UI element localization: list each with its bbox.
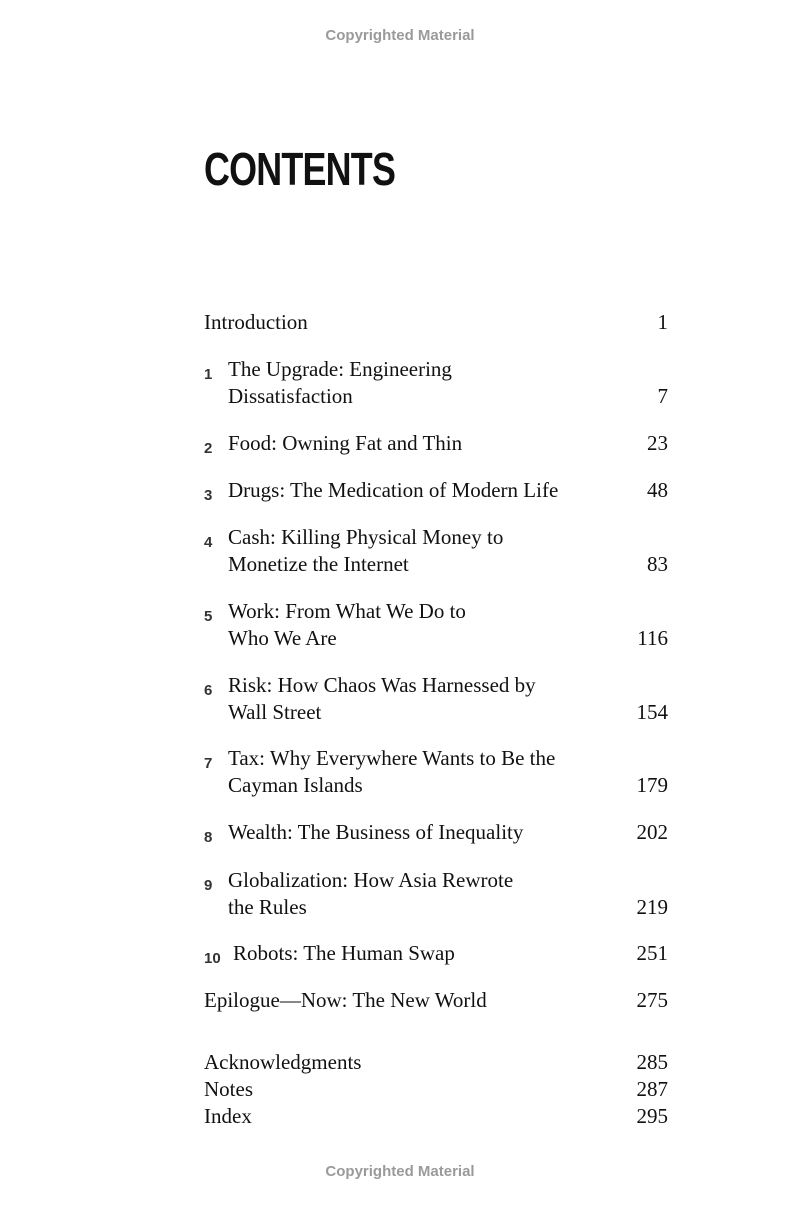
copyright-watermark-bottom: Copyrighted Material: [325, 1163, 475, 1180]
toc-entry-page: 154: [636, 700, 668, 724]
toc-entry-page: 251: [636, 941, 668, 965]
chapter-number: 6: [204, 682, 213, 699]
toc-entry-page: 287: [636, 1077, 668, 1101]
chapter-number: 3: [204, 487, 213, 504]
chapter-number: 5: [204, 608, 213, 625]
toc-entry-page: 48: [647, 478, 668, 502]
chapter-number: 9: [204, 877, 213, 894]
toc-entry-page: 295: [636, 1104, 668, 1128]
toc-entry-page: 23: [647, 431, 668, 455]
toc-entry-title: Cash: Killing Physical Money to Monetize the Internet: [228, 525, 504, 576]
toc-entry-title: Introduction: [204, 310, 308, 334]
page-title: CONTENTS: [204, 143, 396, 195]
toc-entry-page: 7: [657, 384, 668, 408]
toc-entry-title: Globalization: How Asia Rewrote the Rules: [228, 868, 514, 919]
toc-entry-page: 83: [647, 552, 668, 576]
toc-entry-title: Food: Owning Fat and Thin: [228, 431, 463, 455]
toc-entry-title: Acknowledgments: [204, 1050, 362, 1074]
chapter-number: 1: [204, 366, 213, 383]
toc-entry-title: Risk: How Chaos Was Harnessed by Wall Street: [228, 673, 536, 724]
toc-entry-title: Index: [204, 1104, 252, 1128]
toc-entry-page: 1: [657, 310, 668, 334]
toc-entry-title: Robots: The Human Swap: [233, 941, 455, 965]
toc-entry-page: 202: [636, 820, 668, 844]
toc-entry-title: Work: From What We Do to Who We Are: [228, 599, 466, 650]
chapter-number: 7: [204, 755, 213, 772]
toc-entry-title: The Upgrade: Engineering Dissatisfaction: [228, 357, 452, 408]
toc-entry-title: Tax: Why Everywhere Wants to Be the Cayman Islands: [228, 746, 556, 797]
copyright-watermark-top: Copyrighted Material: [325, 27, 475, 44]
toc-entry-title: Drugs: The Medication of Modern Life: [228, 478, 559, 502]
toc-entry-page: 179: [636, 773, 668, 797]
toc-entry-page: 116: [637, 626, 668, 650]
chapter-number: 10: [204, 950, 221, 967]
chapter-number: 2: [204, 440, 213, 457]
toc-entry-title: Wealth: The Business of Inequality: [228, 820, 524, 844]
chapter-number: 4: [204, 534, 213, 551]
toc-entry-page: 219: [636, 895, 668, 919]
toc-entry-page: 285: [636, 1050, 668, 1074]
chapter-number: 8: [204, 829, 213, 846]
toc-entry-title: Epilogue—Now: The New World: [204, 988, 487, 1012]
toc-entry-page: 275: [636, 988, 668, 1012]
toc-entry-title: Notes: [204, 1077, 253, 1101]
